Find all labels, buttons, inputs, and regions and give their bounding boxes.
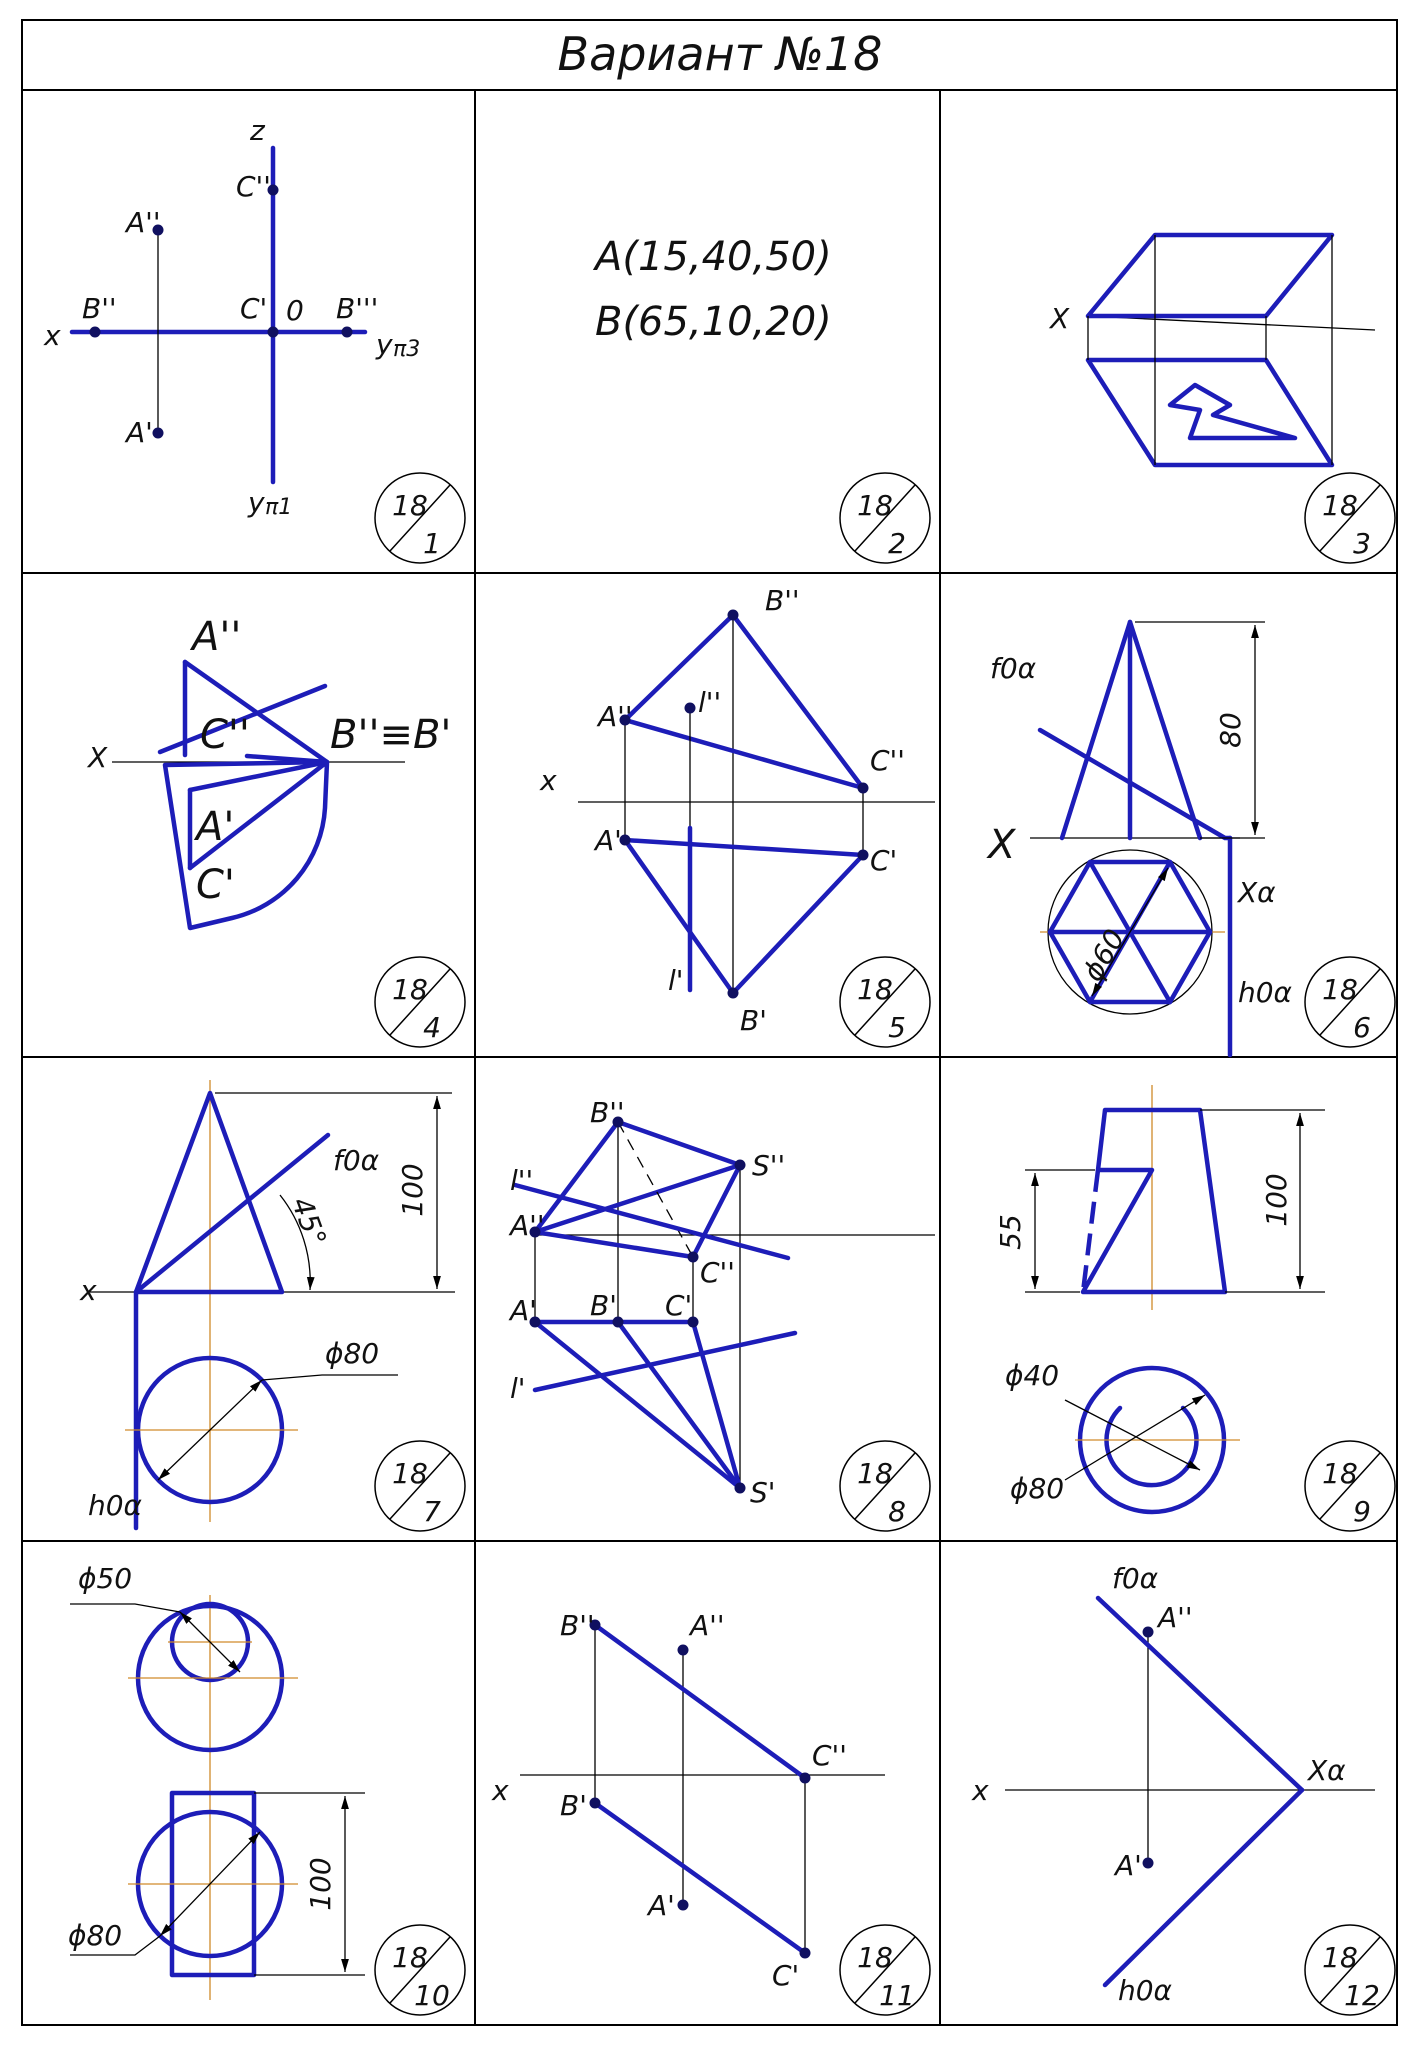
label-b2: B'' <box>590 1096 625 1129</box>
dim-100-label: 100 <box>304 1857 337 1911</box>
badge <box>375 473 465 563</box>
badge-task-number: 11 <box>879 1979 915 2012</box>
coord-a: A(15,40,50) <box>595 234 832 280</box>
point-a1 <box>1143 1858 1154 1869</box>
badge <box>840 1925 930 2015</box>
top-face <box>1088 235 1332 316</box>
badge <box>1305 1925 1395 2015</box>
badge <box>840 957 930 1047</box>
point-s2 <box>735 1160 746 1171</box>
label-l2: l'' <box>698 686 722 719</box>
badge-task-number: 3 <box>1353 527 1371 560</box>
badge-variant: 18 <box>857 973 893 1006</box>
label-l1: l' <box>510 1372 526 1405</box>
dim-60-label: ϕ60 <box>1075 923 1132 987</box>
label-b3: B''' <box>336 292 379 325</box>
badge-variant: 18 <box>392 1457 428 1490</box>
label-a1: A' <box>648 1889 675 1922</box>
dim-80-label: ϕ80 <box>1010 1472 1065 1505</box>
label-y3-sub: π3 <box>393 337 421 362</box>
badges <box>375 473 1395 2015</box>
task-6 <box>986 622 1293 1055</box>
angle-label: 45° <box>284 1192 333 1251</box>
label-l2: l'' <box>510 1164 534 1197</box>
badge-variant: 18 <box>857 1457 893 1490</box>
label-x: X <box>988 822 1016 868</box>
label-a2: A'' <box>126 206 161 239</box>
point-b1 <box>590 1798 601 1809</box>
point-l2 <box>685 703 696 714</box>
label-x: X <box>88 741 108 774</box>
point-a2 <box>678 1645 689 1656</box>
label-a2: A'' <box>1158 1601 1193 1634</box>
frustum-front <box>1083 1110 1225 1292</box>
triangle-front <box>625 615 863 788</box>
line-bc-front <box>595 1625 805 1778</box>
page-title: Вариант №18 <box>557 27 883 81</box>
badge-task-number: 10 <box>414 1979 450 2012</box>
label-y1-sub: π1 <box>265 495 293 520</box>
label-s2: S'' <box>752 1149 786 1182</box>
label-f: f0α <box>333 1144 380 1177</box>
label-b1: B' <box>740 1004 767 1037</box>
label-a2: A'' <box>510 1209 545 1242</box>
dim-40-label: ϕ40 <box>1005 1359 1060 1392</box>
badge-task-number: 7 <box>423 1495 441 1528</box>
badge <box>375 1925 465 2015</box>
point-b2 <box>90 327 101 338</box>
label-a2: A'' <box>690 1609 725 1642</box>
badge-variant: 18 <box>392 489 428 522</box>
badge-variant: 18 <box>392 1941 428 1974</box>
label-c2: C'' <box>200 712 250 758</box>
badge <box>1305 957 1395 1047</box>
label-x: x <box>44 319 61 352</box>
label-y3: y <box>376 328 393 361</box>
badge <box>375 957 465 1047</box>
badge-task-number: 1 <box>423 527 441 560</box>
label-bb: B''≡B' <box>330 712 452 758</box>
label-x: x <box>492 1774 509 1807</box>
label-x: X <box>1050 302 1070 335</box>
label-x: x <box>540 764 557 797</box>
point-c1 <box>268 327 279 338</box>
task-10 <box>68 1562 365 2000</box>
line-l1 <box>535 1333 795 1390</box>
dim-50-leader <box>70 1604 180 1612</box>
pyramid-front-2 <box>535 1165 740 1257</box>
dim-100-label: 100 <box>1260 1173 1293 1227</box>
badge-task-number: 6 <box>1353 1011 1371 1044</box>
label-c1: C' <box>772 1959 800 1992</box>
badge-variant: 18 <box>857 1941 893 1974</box>
point-a1 <box>678 1900 689 1911</box>
point-b2 <box>728 610 739 621</box>
bottom-face <box>1088 360 1332 465</box>
badge-variant: 18 <box>392 973 428 1006</box>
label-h: h0α <box>88 1489 143 1522</box>
label-c2: C'' <box>700 1256 735 1289</box>
label-a2: A'' <box>192 614 242 660</box>
line-bc-top <box>595 1803 805 1953</box>
dim-80-label: ϕ80 <box>325 1337 380 1370</box>
label-b2: B'' <box>560 1609 595 1642</box>
label-xa: Xα <box>1308 1754 1346 1787</box>
label-x: x <box>80 1274 97 1307</box>
label-a1: A' <box>126 416 153 449</box>
point-c2 <box>858 783 869 794</box>
label-f: f0α <box>990 652 1037 685</box>
point-a1 <box>153 428 164 439</box>
label-a2: A'' <box>598 700 633 733</box>
badge-task-number: 4 <box>423 1011 441 1044</box>
label-h: h0α <box>1118 1974 1173 2007</box>
label-y1: y <box>248 486 265 519</box>
point-b3 <box>342 327 353 338</box>
triangle-top <box>625 840 863 993</box>
point-c2 <box>688 1252 699 1263</box>
badge-variant: 18 <box>1322 489 1358 522</box>
label-b2: B'' <box>82 292 117 325</box>
badge <box>840 473 930 563</box>
badge-variant: 18 <box>1322 973 1358 1006</box>
label-l1: l' <box>668 964 684 997</box>
label-xa: Xα <box>1238 876 1276 909</box>
label-c2: C'' <box>236 170 271 203</box>
task-2 <box>592 234 832 345</box>
label-o: 0 <box>286 294 304 327</box>
dim-80-label: ϕ80 <box>68 1919 123 1952</box>
badge-task-number: 12 <box>1344 1979 1380 2012</box>
label-f: f0α <box>1112 1562 1159 1595</box>
dim-50-label: ϕ50 <box>78 1562 133 1595</box>
point-c1 <box>800 1948 811 1959</box>
task-3 <box>1048 235 1375 465</box>
task-1 <box>43 114 420 520</box>
trace-h <box>1105 1790 1302 1985</box>
label-s1: S' <box>750 1476 776 1509</box>
dim-80-label: 80 <box>1214 712 1247 748</box>
task-4 <box>86 614 451 928</box>
badge-variant: 18 <box>857 489 893 522</box>
label-a1: A' <box>1115 1849 1142 1882</box>
dim-100-label: 100 <box>396 1163 429 1217</box>
badge-variant: 18 <box>1322 1941 1358 1974</box>
dim-80-leader <box>262 1375 398 1380</box>
badge-task-number: 2 <box>888 527 906 560</box>
point-c2 <box>800 1773 811 1784</box>
task-11 <box>491 1609 885 1992</box>
label-b1: B' <box>560 1789 587 1822</box>
label-h: h0α <box>1238 976 1293 1009</box>
task-9 <box>994 1085 1325 1512</box>
point-c1 <box>858 850 869 861</box>
badge-task-number: 5 <box>888 1011 906 1044</box>
badge <box>840 1441 930 1531</box>
badge <box>1305 1441 1395 1531</box>
label-c1: C' <box>665 1289 693 1322</box>
task-12 <box>971 1562 1375 2007</box>
badge <box>1305 473 1395 563</box>
label-a1: A' <box>510 1294 537 1327</box>
trace-f <box>1098 1598 1302 1790</box>
label-x: x <box>972 1774 989 1807</box>
point-a2 <box>1143 1627 1154 1638</box>
label-a1: A' <box>196 804 235 850</box>
label-c1: C' <box>240 292 268 325</box>
inner-figure <box>1170 385 1295 438</box>
label-a1: A' <box>595 824 622 857</box>
label-b1: B' <box>590 1289 617 1322</box>
badge <box>375 1441 465 1531</box>
label-z: z <box>250 114 265 147</box>
badge-task-number: 8 <box>888 1495 906 1528</box>
dim-55-label: 55 <box>994 1214 1027 1250</box>
label-c1: C' <box>870 844 898 877</box>
badge-variant: 18 <box>1322 1457 1358 1490</box>
point-b1 <box>728 988 739 999</box>
label-b2: B'' <box>765 584 800 617</box>
point-s1 <box>735 1483 746 1494</box>
coord-b: B(65,10,20) <box>595 299 832 345</box>
label-c2: C'' <box>812 1739 847 1772</box>
badge-task-number: 9 <box>1353 1495 1371 1528</box>
label-c2: C'' <box>870 744 905 777</box>
label-c1: C' <box>196 862 235 908</box>
